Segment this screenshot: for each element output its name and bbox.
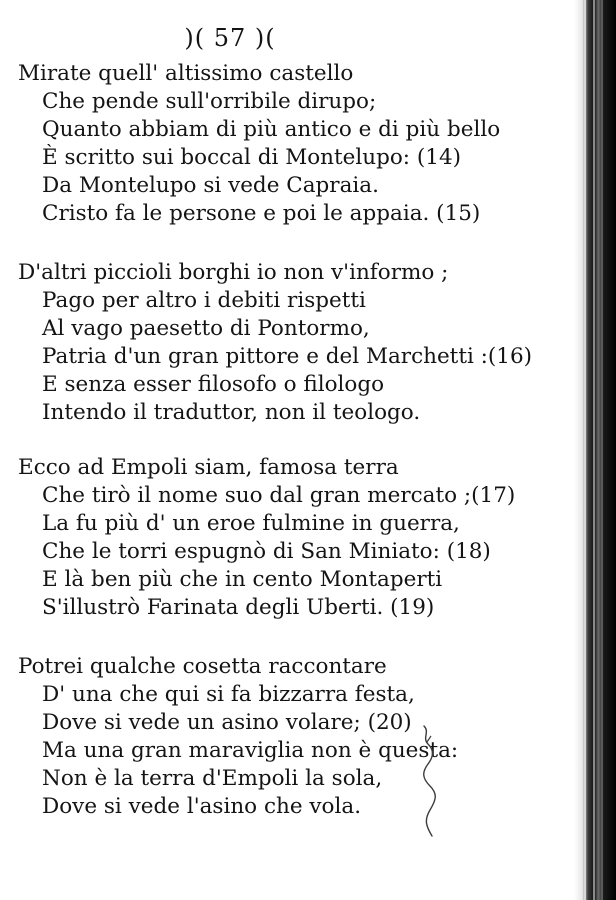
verse-line: D'altri piccioli borghi io non v'informo ; bbox=[18, 260, 449, 285]
verse-line: E senza esser filosofo o filologo bbox=[42, 372, 385, 397]
stanza-3 bbox=[18, 454, 515, 622]
stanza-1 bbox=[18, 60, 500, 228]
verse-line: Che le torri espugnò di San Miniato: (18) bbox=[42, 539, 491, 564]
verse-line: Ecco ad Empoli siam, famosa terra bbox=[18, 455, 399, 480]
verse-line: D' una che qui si fa bizzarra festa, bbox=[42, 682, 415, 707]
verse-line: Potrei qualche cosetta raccontare bbox=[18, 654, 387, 679]
book-page-edge bbox=[574, 0, 616, 900]
verse-line: Intendo il traduttor, non il teologo. bbox=[42, 400, 421, 425]
verse-line: Ma una gran maraviglia non è questa: bbox=[42, 738, 459, 763]
verse-line: Dove si vede l'asino che vola. bbox=[42, 794, 362, 819]
stanza-4 bbox=[18, 653, 458, 821]
verse-line: Quanto abbiam di più antico e di più bello bbox=[42, 117, 501, 142]
stanza-2 bbox=[18, 259, 532, 427]
verse-line: Non è la terra d'Empoli la sola, bbox=[42, 766, 383, 791]
verse-line: E là ben più che in cento Montaperti bbox=[42, 567, 443, 592]
verse-line: Da Montelupo si vede Capraia. bbox=[42, 173, 379, 198]
verse-line: Che tirò il nome suo dal gran mercato ;(17) bbox=[42, 483, 516, 508]
verse-line: Mirate quell' altissimo castello bbox=[18, 61, 354, 86]
verse-line: Al vago paesetto di Pontormo, bbox=[42, 316, 370, 341]
verse-line: La fu più d' un eroe fulmine in guerra, bbox=[42, 511, 460, 536]
verse-line: È scritto sui boccal di Montelupo: (14) bbox=[42, 145, 462, 170]
pencil-annotation-mark bbox=[418, 722, 442, 840]
verse-line: Che pende sull'orribile dirupo; bbox=[42, 89, 377, 114]
verse-line: Pago per altro i debiti rispetti bbox=[42, 288, 366, 313]
page-number: )( 57 )( bbox=[184, 24, 276, 52]
verse-line: Dove si vede un asino volare; (20) bbox=[42, 710, 412, 735]
verse-line: S'illustrò Farinata degli Uberti. (19) bbox=[42, 595, 435, 620]
verse-line: Patria d'un gran pittore e del Marchetti :(16) bbox=[42, 344, 533, 369]
verse-line: Cristo fa le persone e poi le appaia. (15) bbox=[42, 201, 481, 226]
